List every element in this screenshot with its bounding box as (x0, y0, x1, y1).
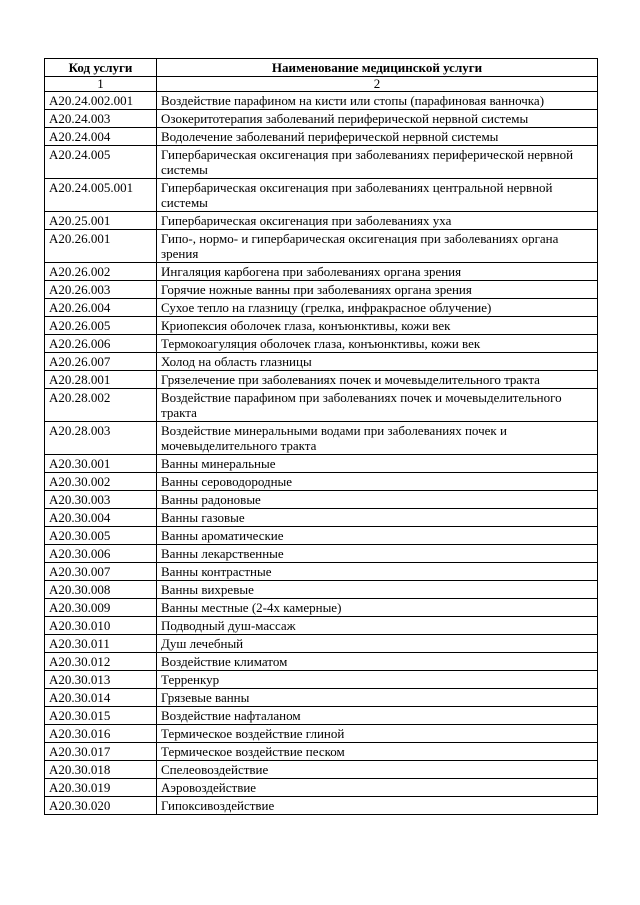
service-name: Гипербарическая оксигенация при заболеваниях уха (157, 212, 598, 230)
service-name: Аэровоздействие (157, 779, 598, 797)
service-code: A20.26.004 (45, 299, 157, 317)
table-row (45, 707, 598, 725)
service-name: Ингаляция карбогена при заболеваниях органа зрения (157, 263, 598, 281)
table-row (45, 689, 598, 707)
service-code: A20.30.015 (45, 707, 157, 725)
service-code: A20.30.018 (45, 761, 157, 779)
service-name: Криопексия оболочек глаза, конъюнктивы, кожи век (157, 317, 598, 335)
service-code: A20.30.011 (45, 635, 157, 653)
header-row (45, 59, 598, 77)
services-table (44, 58, 598, 815)
service-name: Термокоагуляция оболочек глаза, конъюнктивы, кожи век (157, 335, 598, 353)
service-name: Термическое воздействие песком (157, 743, 598, 761)
table-row (45, 146, 598, 179)
service-code: A20.30.013 (45, 671, 157, 689)
service-code: A20.28.001 (45, 371, 157, 389)
service-name: Ванны контрастные (157, 563, 598, 581)
service-code: A20.26.007 (45, 353, 157, 371)
service-code: A20.26.003 (45, 281, 157, 299)
table-row (45, 779, 598, 797)
table-row (45, 761, 598, 779)
header-code: Код услуги (45, 59, 157, 77)
service-name: Гипоксивоздействие (157, 797, 598, 815)
document-page (44, 58, 598, 815)
table-row (45, 545, 598, 563)
table-row (45, 179, 598, 212)
service-name: Грязелечение при заболеваниях почек и мочевыделительного тракта (157, 371, 598, 389)
service-name: Ванны сероводородные (157, 473, 598, 491)
table-row (45, 671, 598, 689)
service-code: A20.30.001 (45, 455, 157, 473)
service-code: A20.30.006 (45, 545, 157, 563)
service-name: Воздействие парафином при заболеваниях почек и мочевыделительного тракта (157, 389, 598, 422)
service-code: A20.30.007 (45, 563, 157, 581)
table-row (45, 389, 598, 422)
table-row (45, 527, 598, 545)
table-row (45, 491, 598, 509)
service-name: Ванны минеральные (157, 455, 598, 473)
column-number-1: 1 (45, 77, 157, 92)
service-code: A20.30.012 (45, 653, 157, 671)
service-code: A20.30.004 (45, 509, 157, 527)
table-row (45, 371, 598, 389)
service-name: Водолечение заболеваний периферической нервной системы (157, 128, 598, 146)
service-code: A20.28.003 (45, 422, 157, 455)
table-row (45, 299, 598, 317)
table-row (45, 281, 598, 299)
service-code: A20.26.005 (45, 317, 157, 335)
service-name: Сухое тепло на глазницу (грелка, инфракрасное облучение) (157, 299, 598, 317)
service-name: Горячие ножные ванны при заболеваниях органа зрения (157, 281, 598, 299)
service-name: Гипо-, нормо- и гипербарическая оксигенация при заболеваниях органа зрения (157, 230, 598, 263)
table-row (45, 743, 598, 761)
service-name: Воздействие минеральными водами при заболеваниях почек и мочевыделительного тракта (157, 422, 598, 455)
table-row (45, 230, 598, 263)
service-name: Воздействие климатом (157, 653, 598, 671)
table-row (45, 473, 598, 491)
service-code: A20.30.020 (45, 797, 157, 815)
service-name: Ванны местные (2-4х камерные) (157, 599, 598, 617)
table-row (45, 653, 598, 671)
table-row (45, 563, 598, 581)
table-row (45, 353, 598, 371)
service-name: Озокеритотерапия заболеваний периферической нервной системы (157, 110, 598, 128)
service-code: A20.24.003 (45, 110, 157, 128)
service-name: Ванны радоновые (157, 491, 598, 509)
table-row (45, 92, 598, 110)
service-name: Ванны вихревые (157, 581, 598, 599)
table-row (45, 317, 598, 335)
service-code: A20.24.002.001 (45, 92, 157, 110)
service-code: A20.26.002 (45, 263, 157, 281)
service-name: Ванны газовые (157, 509, 598, 527)
service-name: Ванны ароматические (157, 527, 598, 545)
service-code: A20.28.002 (45, 389, 157, 422)
table-row (45, 212, 598, 230)
table-row (45, 422, 598, 455)
table-row (45, 635, 598, 653)
table-row (45, 797, 598, 815)
column-number-row (45, 77, 598, 92)
service-name: Гипербарическая оксигенация при заболеваниях периферической нервной системы (157, 146, 598, 179)
service-name: Воздействие нафталаном (157, 707, 598, 725)
service-name: Гипербарическая оксигенация при заболеваниях центральной нервной системы (157, 179, 598, 212)
table-row (45, 509, 598, 527)
service-code: A20.24.005.001 (45, 179, 157, 212)
service-code: A20.24.004 (45, 128, 157, 146)
service-code: A20.25.001 (45, 212, 157, 230)
service-code: A20.30.017 (45, 743, 157, 761)
service-code: A20.30.014 (45, 689, 157, 707)
service-name: Холод на область глазницы (157, 353, 598, 371)
service-name: Термическое воздействие глиной (157, 725, 598, 743)
service-name: Душ лечебный (157, 635, 598, 653)
table-row (45, 617, 598, 635)
service-name: Ванны лекарственные (157, 545, 598, 563)
table-row (45, 455, 598, 473)
table-row (45, 581, 598, 599)
service-name: Спелеовоздействие (157, 761, 598, 779)
service-code: A20.30.003 (45, 491, 157, 509)
column-number-2: 2 (157, 77, 598, 92)
service-code: A20.30.019 (45, 779, 157, 797)
table-row (45, 599, 598, 617)
service-name: Подводный душ-массаж (157, 617, 598, 635)
service-code: A20.30.008 (45, 581, 157, 599)
table-row (45, 128, 598, 146)
service-name: Воздействие парафином на кисти или стопы (парафиновая ванночка) (157, 92, 598, 110)
service-code: A20.26.006 (45, 335, 157, 353)
table-row (45, 110, 598, 128)
service-code: A20.30.002 (45, 473, 157, 491)
service-code: A20.30.005 (45, 527, 157, 545)
header-service-name: Наименование медицинской услуги (157, 59, 598, 77)
table-row (45, 335, 598, 353)
service-code: A20.24.005 (45, 146, 157, 179)
service-name: Терренкур (157, 671, 598, 689)
table-row (45, 725, 598, 743)
service-code: A20.30.010 (45, 617, 157, 635)
service-code: A20.30.016 (45, 725, 157, 743)
service-code: A20.30.009 (45, 599, 157, 617)
service-code: A20.26.001 (45, 230, 157, 263)
service-name: Грязевые ванны (157, 689, 598, 707)
table-row (45, 263, 598, 281)
